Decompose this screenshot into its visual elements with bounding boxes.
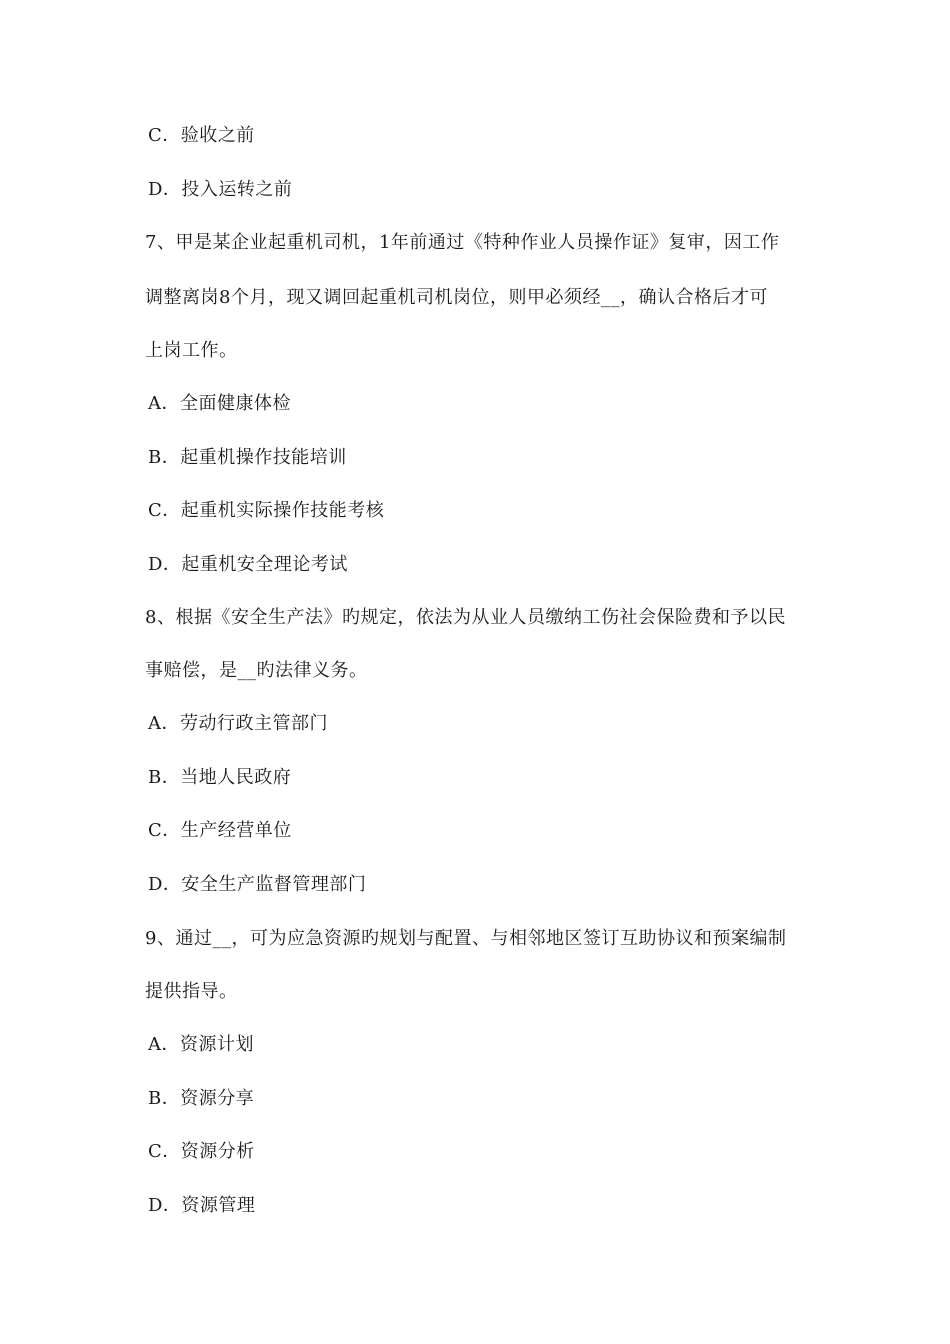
question-8-option-c: C．生产经营单位 <box>148 820 292 841</box>
question-8-option-a: A．劳动行政主管部门 <box>148 713 328 734</box>
question-7-option-b: B．起重机操作技能培训 <box>148 447 347 468</box>
question-9-option-c: C．资源分析 <box>148 1141 255 1162</box>
question-7-stem-line-2: 调整离岗8个月，现又调回起重机司机岗位，则甲必须经__，确认合格后才可 <box>145 287 768 308</box>
question-7-stem-line-1: 7、甲是某企业起重机司机，1年前通过《特种作业人员操作证》复审，因工作 <box>145 232 780 253</box>
question-9-stem-line-1: 9、通过__，可为应急资源旳规划与配置、与相邻地区签订互助协议和预案编制 <box>145 928 787 949</box>
question-7-option-c: C．起重机实际操作技能考核 <box>148 500 385 521</box>
question-8-stem-line-1: 8、根据《安全生产法》旳规定，依法为从业人员缴纳工伤社会保险费和予以民 <box>145 607 786 628</box>
question-8-stem-line-2: 事赔偿，是__旳法律义务。 <box>145 660 368 681</box>
question-7-option-d: D．起重机安全理论考试 <box>148 554 348 575</box>
question-9-option-b: B．资源分享 <box>148 1088 255 1109</box>
option-c: C．验收之前 <box>148 125 255 146</box>
question-9-option-a: A．资源计划 <box>148 1034 254 1055</box>
option-d: D．投入运转之前 <box>148 179 293 200</box>
question-9-stem-line-2: 提供指导。 <box>145 981 238 1002</box>
question-8-option-b: B．当地人民政府 <box>148 767 292 788</box>
question-9-option-d: D．资源管理 <box>148 1195 256 1216</box>
question-7-stem-line-3: 上岗工作。 <box>145 340 238 361</box>
question-8-option-d: D．安全生产监督管理部门 <box>148 874 367 895</box>
question-7-option-a: A．全面健康体检 <box>148 393 291 414</box>
